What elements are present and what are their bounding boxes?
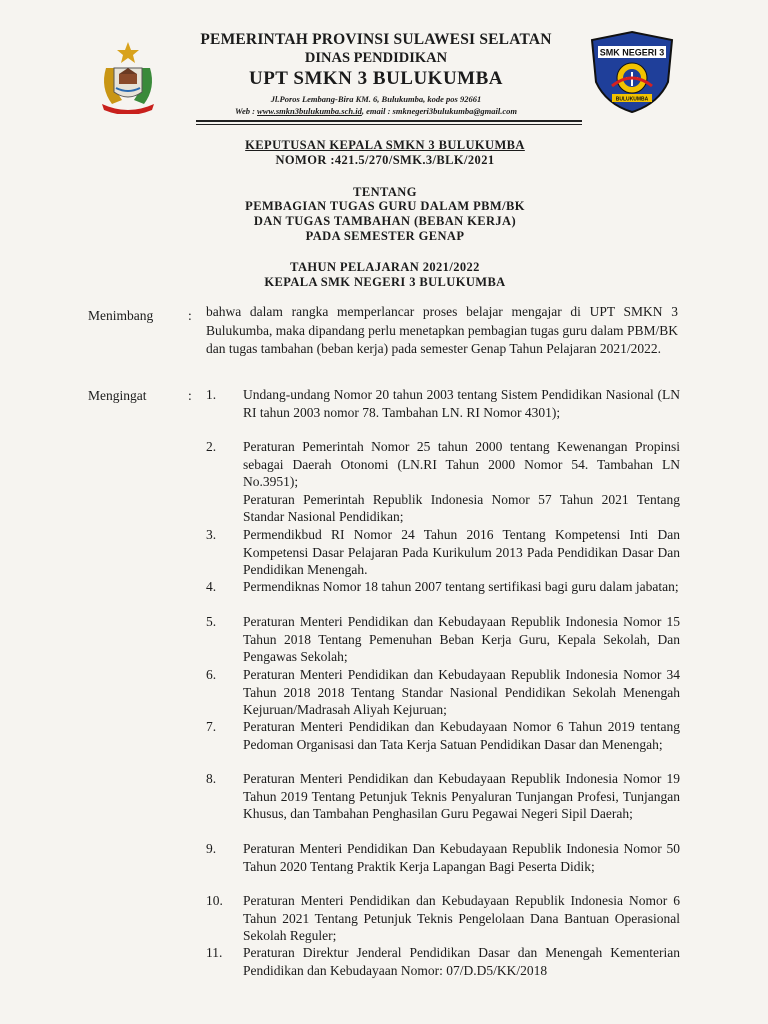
decree-subject-line3: PADA SEMESTER GENAP [305, 229, 465, 243]
list-item-text: Peraturan Menteri Pendidikan dan Kebudayaan Nomor 6 Tahun 2019 tentang Pedoman Organisasi dan Tata Kerja Satuan Pendidikan Dasar dan Menengah; [243, 719, 680, 752]
list-item-number: 7. [206, 719, 217, 734]
list-item-number: 4. [206, 579, 217, 594]
letterhead-contact [170, 106, 582, 117]
list-item-text: Peraturan Menteri Pendidikan dan Kebudayaan Republik Indonesia Nomor 15 Tahun 2018 Tentang Pemenuhan Beban Kerja Guru, Kepala Sekolah, Dan Pengawas Sekolah; [243, 614, 680, 664]
decree-year: TAHUN PELAJARAN 2021/2022 [290, 260, 480, 274]
decree-number: NOMOR :421.5/270/SMK.3/BLK/2021 [275, 153, 495, 167]
school-emblem-logo [588, 30, 676, 114]
list-item-number: 5. [206, 614, 217, 629]
list-item-text-part: Peraturan Pemerintah Nomor 25 tahun 2000 tentang Kewenangan Propinsi sebagai Daerah Otonomi (LN.RI Tahun 2000 Nomor 54. Tambahan LN No.3951); [243, 439, 680, 489]
letterhead-department: DINAS PENDIDIKAN [304, 50, 448, 66]
website-link[interactable]: www.smkn3bulukumba.sch.id [257, 106, 362, 116]
list-item-text: Peraturan Menteri Pendidikan dan Kebudayaan Republik Indonesia Nomor 6 Tahun 2021 Tentang Petunjuk Teknis Pengelolaan Dana Bantuan Operasional Sekolah Reguler; [243, 893, 680, 943]
menimbang-label: Menimbang [88, 308, 154, 323]
list-item-text: Peraturan Direktur Jenderal Pendidikan Dasar dan Menengah Kementerian Pendidikan dan Kebudayaan Nomor: 07/D.D5/KK/2018 [243, 945, 680, 978]
list-item-text: Peraturan Menteri Pendidikan Dan Kebudayaan Republik Indonesia Nomor 50 Tahun 2020 Tentang Praktik Kerja Lapangan Bagi Peserta Didik; [243, 841, 680, 874]
list-item-number: 10. [206, 893, 223, 908]
menimbang-text: bahwa dalam rangka memperlancar proses belajar mengajar di UPT SMKN 3 Bulukumba, maka dipandang perlu menetapkan pembagian tugas guru dalam PBM/BK dan tugas tambahan (beban kerja) pada semester Genap Tahun Pelajaran 2021/2022. [206, 304, 678, 356]
list-item-text: Peraturan Menteri Pendidikan dan Kebudayaan Republik Indonesia Nomor 34 Tahun 2018 2018 Tentang Standar Nasional Pendidikan Sekolah Menengah Kejuruan/Madrasah Aliyah Kejuruan; [243, 667, 680, 717]
list-item-text: Undang-undang Nomor 20 tahun 2003 tentang Sistem Pendidikan Nasional (LN RI tahun 2003 nomor 78. Tambahan LN. RI Nomor 4301); [243, 387, 680, 420]
decree-subject-line2: DAN TUGAS TAMBAHAN (BEBAN KERJA) [253, 214, 517, 228]
letterhead-text [170, 30, 582, 117]
web-prefix: Web : [235, 106, 258, 116]
decree-heading: KEPUTUSAN KEPALA SMKN 3 BULUKUMBA [245, 138, 525, 152]
letterhead-school-name: UPT SMKN 3 BULUKUMBA [248, 68, 504, 89]
list-item-number: 8. [206, 771, 217, 786]
email-prefix: , email : [361, 106, 393, 116]
list-item-number: 3. [206, 527, 217, 542]
list-item-number: 2. [206, 439, 217, 454]
letterhead-rule-thick [196, 120, 582, 122]
letterhead-rule-thin [196, 124, 582, 125]
list-item-text-extra: Peraturan Pemerintah Republik Indonesia Nomor 57 Tahun 2021 Tentang Standar Nasional Pendidikan; [243, 491, 680, 524]
list-item-number: 1. [206, 387, 217, 402]
list-item-number: 9. [206, 841, 217, 856]
list-item-text: Permendikbud RI Nomor 24 Tahun 2016 Tentang Kompetensi Inti Dan Kompetensi Dasar Pelajaran Pada Kurikulum 2013 Pada Pendidikan Dasar Dan Pendidikan Menengah. [243, 527, 680, 577]
list-item-number: 6. [206, 667, 217, 682]
list-item-text: Permendiknas Nomor 18 tahun 2007 tentang sertifikasi bagi guru dalam jabatan; [243, 579, 679, 594]
list-item-number: 11. [206, 945, 223, 960]
mengingat-colon: : [188, 388, 192, 403]
right-logo-title: SMK NEGERI 3 [599, 47, 665, 58]
email-address[interactable]: smknegeri3bulukumba@gmail.com [392, 106, 517, 116]
list-item-text: Peraturan Menteri Pendidikan dan Kebudayaan Republik Indonesia Nomor 19 Tahun 2019 Tentang Petunjuk Teknis Penyaluran Tunjangan Profesi, Tunjangan Khusus, dan Tambahan Penghasilan Guru Pegawai Negeri Sipil Daerah; [243, 771, 680, 821]
right-logo-subtitle: BULUKUMBA [615, 96, 649, 103]
mengingat-label: Mengingat [88, 388, 147, 403]
decree-subject-line1: PEMBAGIAN TUGAS GURU DALAM PBM/BK [245, 199, 525, 213]
decree-tentang: TENTANG [353, 185, 417, 199]
letterhead-address: Jl.Poros Lembang-Bira KM. 6, Bulukumba, kode pos 92661 [270, 94, 482, 104]
decree-signer: KEPALA SMK NEGERI 3 BULUKUMBA [264, 275, 506, 289]
letterhead-province: PEMERINTAH PROVINSI SULAWESI SELATAN [200, 31, 552, 48]
list-item-text [243, 438, 680, 526]
menimbang-colon: : [188, 308, 192, 323]
provincial-emblem-logo [92, 38, 164, 114]
